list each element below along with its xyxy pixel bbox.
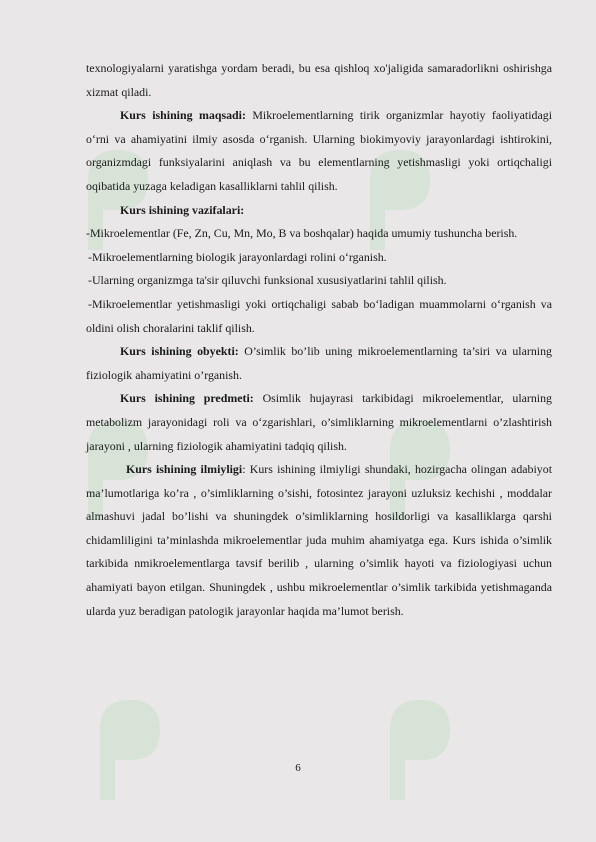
heading-object: Kurs ishining obyekti:: [120, 344, 239, 359]
watermark-logo: [370, 690, 460, 810]
heading-scientific: Kurs ishining ilmiyligi: [126, 462, 243, 477]
paragraph-text: O’simlik bo’lib uning mikroelementlarning ta’siri va ularning fiziologik ahamiyatini o’rganish.: [86, 344, 552, 382]
heading-goal: Kurs ishining maqsadi:: [120, 108, 246, 123]
paragraph: [86, 57, 552, 104]
paragraph-tasks-heading: [86, 199, 552, 223]
paragraph-text: Osimlik hujayrasi tarkibidagi mikroelementlar, ularning metabolizm jarayonidagi roli va o‘zgarishlari, o’simliklarning mikroelementlarni o’zlashtirish jarayoni , ularning fiziologik ahamiyatini tadqiq qilish.: [86, 391, 552, 453]
heading-tasks: Kurs ishining vazifalari:: [120, 202, 245, 217]
paragraph-scientific: [86, 458, 552, 623]
list-item: [86, 246, 552, 270]
heading-subject: Kurs ishining predmeti:: [120, 391, 254, 406]
list-item: [86, 293, 552, 340]
paragraph-goal: [86, 104, 552, 198]
paragraph-object: [86, 340, 552, 387]
document-body: [86, 57, 552, 623]
paragraph-text: Mikroelementlarning tirik organizmlar hayotiy faoliyatidagi o‘rni va ahamiyatini ilmiy asosda o‘rganish. Ularning biokimyoviy jarayonlardagi ishtirokini, organizmdagi funksiyalarini aniqlash va bu elementlarning yetishmasligi yoki ortiqchaligi oqibatida yuzaga keladigan kasalliklarni tahlil qilish.: [86, 108, 552, 193]
list-item-text: -Mikroelementlarning biologik jarayonlardagi rolini o‘rganish.: [88, 249, 387, 264]
list-item: [86, 222, 552, 246]
paragraph-text: texnologiyalarni yaratishga yordam beradi, bu esa qishloq xo'jaligida samaradorlikni oshirishga xizmat qiladi.: [86, 61, 552, 99]
list-item: [86, 269, 552, 293]
list-item-text: -Ularning organizmga ta'sir qiluvchi funksional xususiyatlarini tahlil qilish.: [88, 273, 447, 288]
paragraph-subject: [86, 387, 552, 458]
list-item-text: -Mikroelementlar (Fe, Zn, Cu, Mn, Mo, B va boshqalar) haqida umumiy tushuncha berish.: [86, 226, 518, 241]
paragraph-text: : Kurs ishining ilmiyligi shundaki, hozirgacha olingan adabiyot ma’lumotlariga ko’ra , o’simliklarning o’sishi, fotosintez jarayoni uzluksiz kechishi , moddalar almashuvi jadal bo’lishi va shuningdek o’simliklarning hosildorligi va kasalliklarga qarshi chidamliligini ta’minlashda mikroelementlar juda muhim ahamiyatga ega. Kurs ishida o’simlik tarkibida nmikroelementlarga tavsif berilib , ularning o’simlik hayoti va fiziologiyasi uchun ahamiyati bayon etilgan. Shuningdek , ushbu mikroelementlar o’simlik tarkibida yetishmaganda ularda yuz beradigan patologik jarayonlar haqida ma’lumot berish.: [86, 462, 552, 618]
list-item-text: -Mikroelementlar yetishmasligi yoki ortiqchaligi sabab bo‘ladigan muammolarni o‘rganish va oldini olish choralarini taklif qilish.: [86, 296, 552, 335]
page-number: 6: [295, 762, 301, 774]
watermark-logo: [80, 690, 170, 810]
